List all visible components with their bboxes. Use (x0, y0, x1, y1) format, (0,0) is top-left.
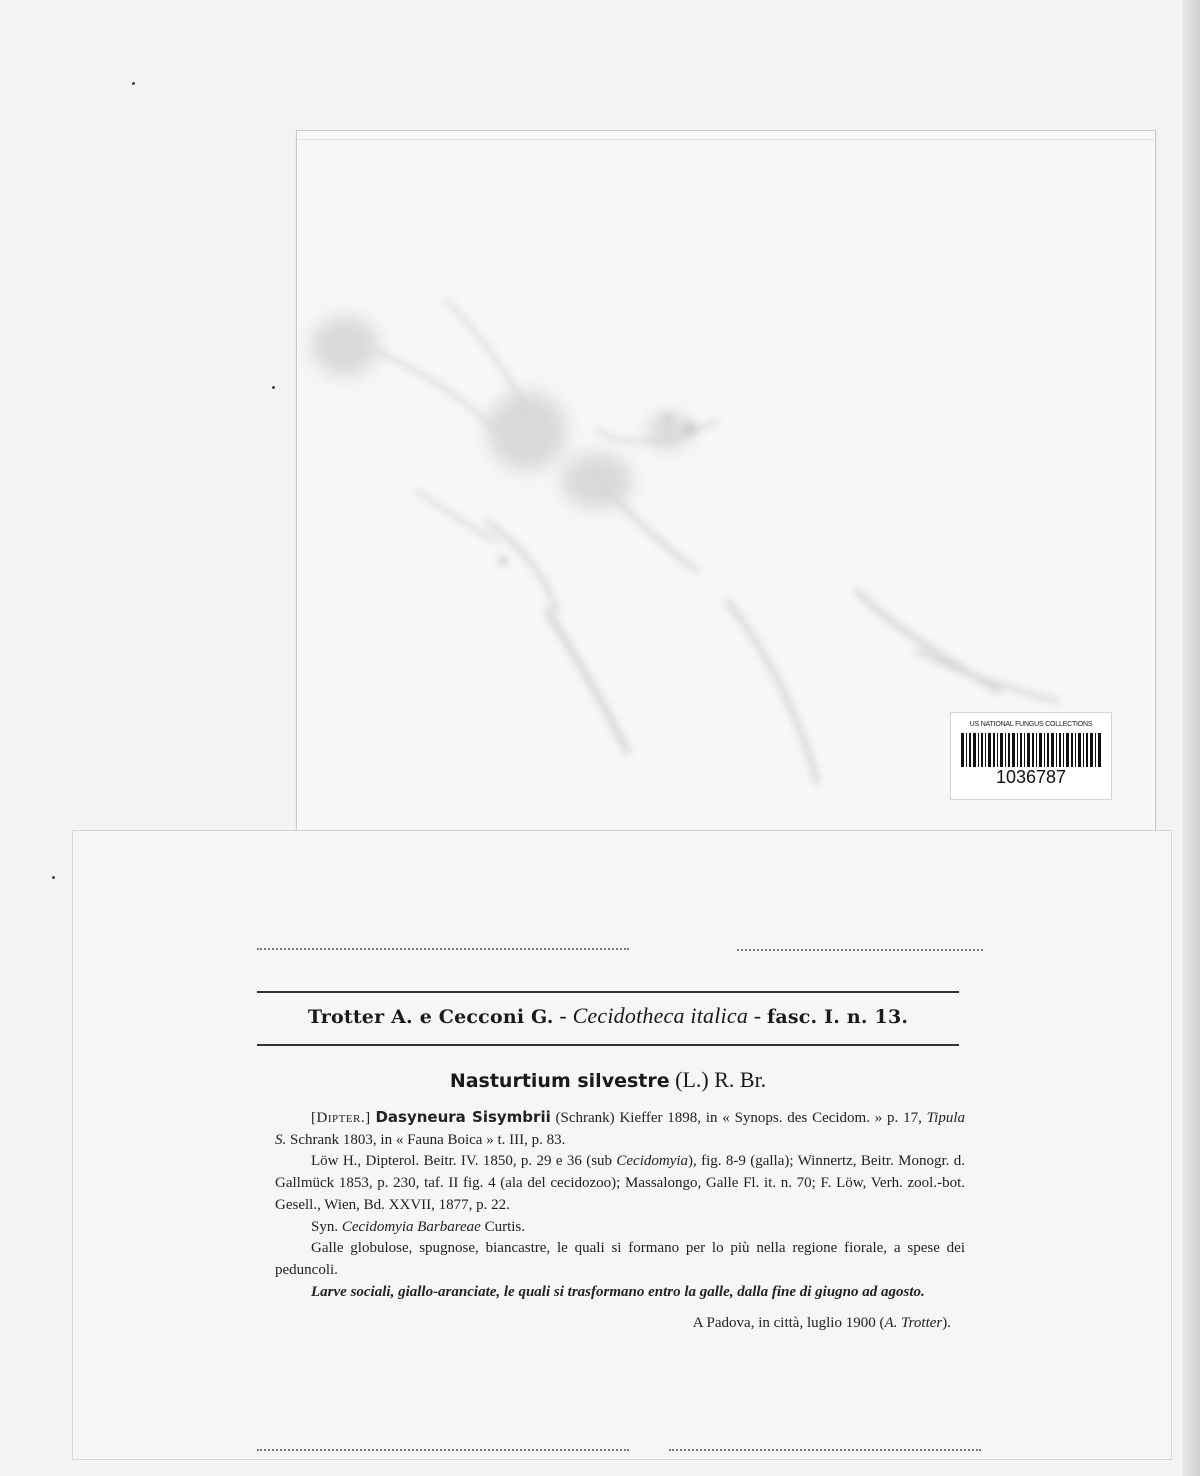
barcode-label (950, 712, 1112, 800)
citation-part: Schrank 1803, in « Fauna Boica » t. III, p. 83. (286, 1131, 566, 1148)
reference-text: ), fig. 8-9 (galla); Winnertz, Beitr. Monogr. d. Gallmück 1853, p. 230, taf. II fig. 4 (ala del cecidozoo); Massalongo, Galle Fl. it. n. 70; F. Löw, Verh. zool.-bot. Gesell., Wien, Bd. XXVII, 1877, p. 22. (275, 1153, 966, 1213)
series-fascicle: fasc. I. n. 13. (766, 1006, 909, 1028)
collection-place-date: A Padova, in città, luglio 1900 ( (692, 1315, 885, 1332)
collection-line (275, 1313, 965, 1335)
bottom-rule (257, 1044, 959, 1046)
dotted-rule-bottom-right (669, 1449, 981, 1451)
synonym-author: Curtis. (480, 1218, 526, 1235)
references (275, 1151, 965, 1216)
gall-entry (275, 1107, 965, 1151)
dust-speck (132, 82, 135, 85)
reference-genus: Cecidomyia (616, 1153, 689, 1170)
synonym-name: Cecidomyia Barbareae (341, 1218, 481, 1235)
barcode-bars (961, 733, 1101, 767)
host-species: Nasturtium silvestre (449, 1070, 670, 1092)
dotted-rule-left (257, 948, 629, 950)
host-plant (257, 1067, 959, 1093)
citation-synonym: Tipula S. (275, 1110, 965, 1148)
sheet-edge-shadow (1182, 0, 1200, 1476)
dotted-rule-bottom-left (257, 1449, 629, 1451)
collection-close: ). (942, 1315, 951, 1332)
citation-part: (Schrank) Kieffer 1898, in « Synops. des Cecidom. » p. 17, (550, 1110, 927, 1126)
dotted-rule-right (737, 949, 983, 951)
barcode-number: 1036787 (995, 767, 1067, 787)
synonym-prefix: Syn. (311, 1218, 342, 1235)
reference-text: Löw H., Dipterol. Beitr. IV. 1850, p. 29 e 36 (sub (311, 1153, 617, 1170)
synonym-line (275, 1217, 965, 1239)
gall-description: Galle globulose, spugnose, biancastre, le quali si formano per lo più nella regione fiorale, a spese dei peduncoli. (275, 1240, 965, 1278)
dust-speck (52, 876, 55, 879)
series-authors: Trotter A. e Cecconi G. (307, 1006, 554, 1028)
dust-speck (272, 386, 275, 389)
order-tag: [Dipter.] (311, 1110, 371, 1126)
printed-label (72, 830, 1172, 1460)
top-rule (257, 991, 959, 993)
series-separator: - (553, 1003, 573, 1028)
series-line (257, 1003, 959, 1029)
gall-organism: Dasyneura Sisymbrii (375, 1108, 551, 1126)
collection-name: US NATIONAL FUNGUS COLLECTIONS (969, 721, 1093, 728)
series-separator: - (748, 1003, 767, 1028)
host-authority: (L.) R. Br. (669, 1067, 767, 1092)
collector-name: A. Trotter (884, 1315, 943, 1332)
series-title: Cecidotheca italica (572, 1003, 749, 1028)
label-body (275, 1107, 965, 1335)
larvae-description: Larve sociali, giallo-aranciate, le quali si trasformano entro la galle, dalla fine di giugno ad agosto. (311, 1283, 925, 1300)
